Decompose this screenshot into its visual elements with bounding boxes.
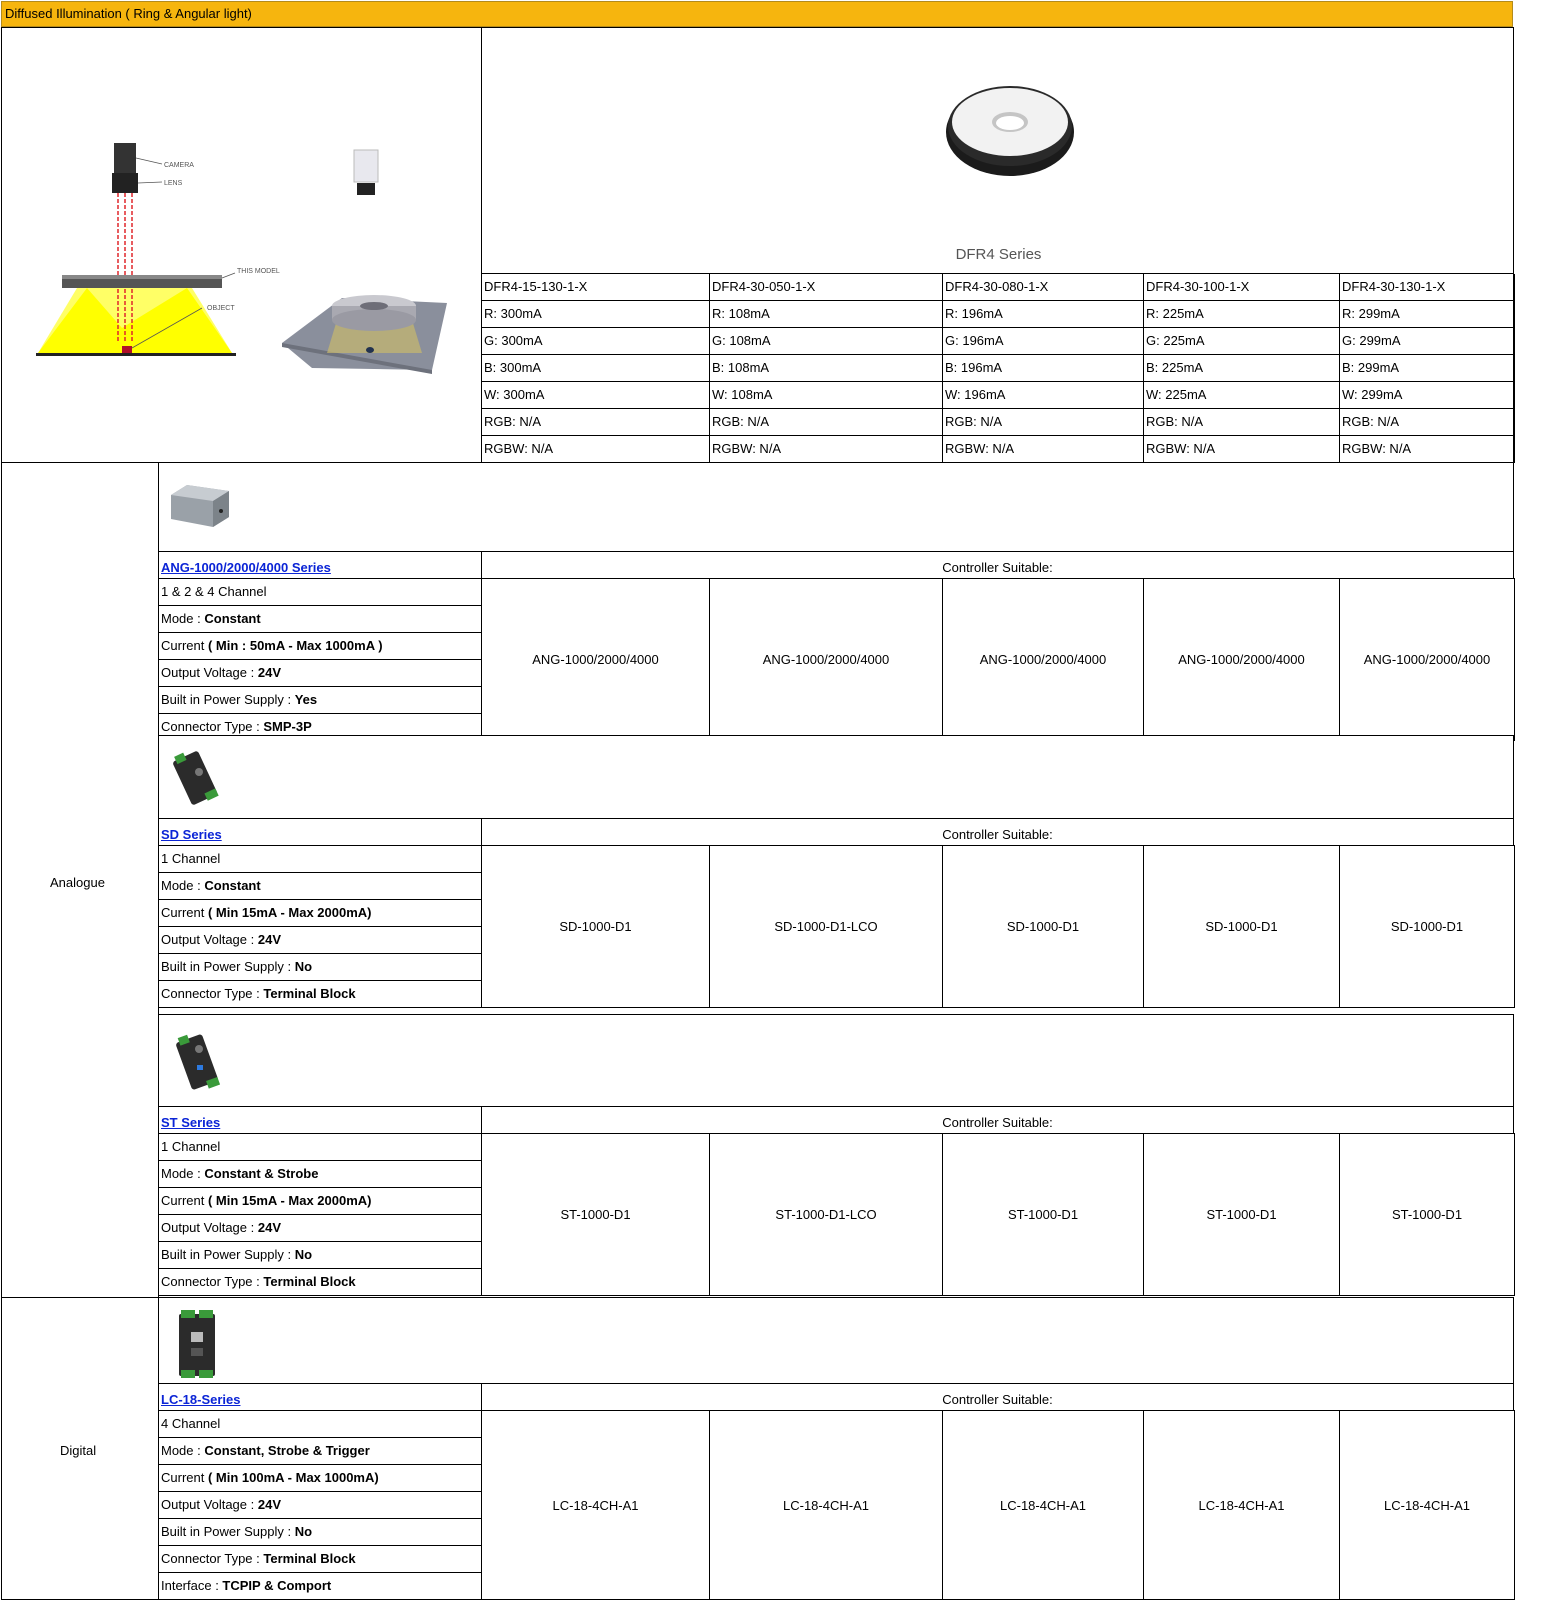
controller-spec-row [158, 926, 482, 954]
model-name-cell: DFR4-15-130-1-X [482, 274, 710, 301]
illustration-panel [1, 27, 482, 463]
category-digital [1, 1297, 159, 1600]
model-spec-cell: RGBW: N/A [1340, 436, 1515, 463]
controller-series-header [158, 551, 482, 579]
controller-spec-row [158, 953, 482, 981]
controller-spec-row [158, 1160, 482, 1188]
spec-value: Yes [294, 692, 318, 707]
spec-label: Current [161, 638, 208, 653]
model-spec-cell: RGBW: N/A [710, 436, 943, 463]
model-spec-cell: G: 299mA [1340, 328, 1515, 355]
spec-label: Mode : [161, 1166, 205, 1181]
spec-value: Constant, Strobe & Trigger [204, 1443, 370, 1458]
spec-value: SMP-3P [263, 719, 312, 734]
series-name: DFR4 Series [955, 246, 1042, 263]
controller-spec-row [158, 605, 482, 633]
controller-spec-row [158, 1545, 482, 1573]
spec-label: Mode : [161, 878, 205, 893]
controller-spec-row [158, 872, 482, 900]
spec-label: Output Voltage : [161, 1220, 258, 1235]
spec-label: Interface : [161, 1578, 223, 1593]
controller-spec-row [158, 845, 482, 873]
model-spec-cell: RGB: N/A [1144, 409, 1340, 436]
product-panel [481, 27, 1514, 463]
spec-label: Output Voltage : [161, 932, 258, 947]
spec-value: Terminal Block [263, 1551, 356, 1566]
controller-series-link[interactable]: ST Series [161, 1115, 221, 1130]
model-spec-cell: G: 196mA [943, 328, 1144, 355]
spec-label: Built in Power Supply : [161, 1247, 295, 1262]
spec-value: 24V [257, 932, 281, 947]
controller-suitable-label: Controller Suitable: [481, 1106, 1514, 1134]
controller-spec-row [158, 632, 482, 660]
this-model-label: THIS MODEL [237, 268, 280, 275]
spec-label: Built in Power Supply : [161, 1524, 295, 1539]
spec-value: 24V [257, 1497, 281, 1512]
model-spec-cell: W: 300mA [482, 382, 710, 409]
model-spec-cell: B: 300mA [482, 355, 710, 382]
spec-label: Current [161, 1470, 208, 1485]
controller-series-header [158, 1106, 482, 1134]
controller-spec-row [158, 578, 482, 606]
controller-suitable-label: Controller Suitable: [481, 818, 1514, 846]
suitable-controller-cell: LC-18-4CH-A1 [942, 1410, 1144, 1600]
suitable-controller-cell: ST-1000-D1 [1143, 1133, 1340, 1296]
controller-series-header [158, 818, 482, 846]
category-label-analogue: Analogue [50, 875, 105, 890]
model-spec-cell: B: 196mA [943, 355, 1144, 382]
model-spec-cell: G: 225mA [1144, 328, 1340, 355]
model-name-cell: DFR4-30-080-1-X [943, 274, 1144, 301]
spec-label: Current [161, 905, 208, 920]
spec-value: Constant [204, 878, 261, 893]
model-spec-cell: RGBW: N/A [1144, 436, 1340, 463]
ring-light-diagram [32, 138, 280, 398]
spec-value: No [294, 1247, 313, 1262]
spec-value: Terminal Block [263, 986, 356, 1001]
controller-suitable-label: Controller Suitable: [481, 1383, 1514, 1411]
controller-series-header [158, 1383, 482, 1411]
model-spec-cell: R: 108mA [710, 301, 943, 328]
controller-spec-row [158, 1268, 482, 1296]
model-spec-grid [482, 273, 1513, 464]
spec-label: Built in Power Supply : [161, 959, 295, 974]
model-name-cell: DFR4-30-100-1-X [1144, 274, 1340, 301]
model-spec-cell: R: 225mA [1144, 301, 1340, 328]
model-spec-cell: RGB: N/A [943, 409, 1144, 436]
spec-value: Terminal Block [263, 1274, 356, 1289]
controller-spec-row [158, 980, 482, 1008]
controller-series-link[interactable]: ANG-1000/2000/4000 Series [161, 560, 331, 575]
model-spec-cell: G: 108mA [710, 328, 943, 355]
suitable-controller-cell: ST-1000-D1 [1339, 1133, 1515, 1296]
spec-value: ( Min 100mA - Max 1000mA) [207, 1470, 379, 1485]
spec-label: Mode : [161, 611, 205, 626]
suitable-controller-cell: SD-1000-D1-LCO [709, 845, 943, 1008]
controller-spec-row [158, 899, 482, 927]
controller-image-strip [158, 1014, 1514, 1107]
suitable-controller-cell: ST-1000-D1-LCO [709, 1133, 943, 1296]
spec-label: 4 Channel [161, 1416, 221, 1431]
page-title: Diffused Illumination ( Ring & Angular light) [1, 1, 1513, 27]
model-spec-cell: W: 225mA [1144, 382, 1340, 409]
model-spec-cell: R: 299mA [1340, 301, 1515, 328]
suitable-controller-cell: SD-1000-D1 [1339, 845, 1515, 1008]
controller-image-strip [158, 735, 1514, 819]
controller-spec-row [158, 1464, 482, 1492]
spec-value: No [294, 1524, 313, 1539]
spec-label: 1 Channel [161, 851, 221, 866]
dfr4-ring-light-image [944, 76, 1084, 176]
controller-image-strip [158, 462, 1514, 552]
lens-label: LENS [164, 180, 183, 187]
spec-value: TCPIP & Comport [222, 1578, 332, 1593]
model-spec-cell: W: 196mA [943, 382, 1144, 409]
suitable-controller-cell: LC-18-4CH-A1 [481, 1410, 710, 1600]
controller-series-link[interactable]: SD Series [161, 827, 222, 842]
model-spec-cell: RGB: N/A [710, 409, 943, 436]
spec-label: Mode : [161, 1443, 205, 1458]
ring-light-3d-render [282, 128, 462, 378]
controller-spec-row [158, 1214, 482, 1242]
model-spec-cell: R: 196mA [943, 301, 1144, 328]
model-spec-cell: W: 108mA [710, 382, 943, 409]
model-name-cell: DFR4-30-050-1-X [710, 274, 943, 301]
spec-value: 24V [257, 1220, 281, 1235]
controller-spec-row [158, 659, 482, 687]
suitable-controller-cell: ST-1000-D1 [481, 1133, 710, 1296]
controller-spec-row [158, 1241, 482, 1269]
spec-value: Constant [204, 611, 261, 626]
model-spec-cell: R: 300mA [482, 301, 710, 328]
controller-spec-row [158, 1572, 482, 1600]
spec-value: Constant & Strobe [204, 1166, 319, 1181]
spec-label: Connector Type : [161, 986, 264, 1001]
controller-spec-row [158, 686, 482, 714]
spec-value: ( Min : 50mA - Max 1000mA ) [207, 638, 383, 653]
controller-suitable-label: Controller Suitable: [481, 551, 1514, 579]
spec-label: Output Voltage : [161, 1497, 258, 1512]
suitable-controller-cell: ANG-1000/2000/4000 [1339, 578, 1515, 741]
controller-spec-row [158, 1518, 482, 1546]
suitable-controller-cell: ANG-1000/2000/4000 [1143, 578, 1340, 741]
model-spec-cell: G: 300mA [482, 328, 710, 355]
model-spec-cell: B: 225mA [1144, 355, 1340, 382]
controller-series-link[interactable]: LC-18-Series [161, 1392, 241, 1407]
camera-label: CAMERA [164, 162, 194, 169]
model-spec-cell: W: 299mA [1340, 382, 1515, 409]
controller-image-strip [158, 1297, 1514, 1384]
model-spec-cell: B: 108mA [710, 355, 943, 382]
controller-spec-row [158, 1437, 482, 1465]
model-spec-cell: RGB: N/A [482, 409, 710, 436]
suitable-controller-cell: SD-1000-D1 [942, 845, 1144, 1008]
spec-value: ( Min 15mA - Max 2000mA) [207, 1193, 372, 1208]
spec-label: Built in Power Supply : [161, 692, 295, 707]
model-spec-cell: RGBW: N/A [943, 436, 1144, 463]
model-spec-cell: B: 299mA [1340, 355, 1515, 382]
model-name-cell: DFR4-30-130-1-X [1340, 274, 1515, 301]
spec-value: No [294, 959, 313, 974]
suitable-controller-cell: SD-1000-D1 [1143, 845, 1340, 1008]
model-spec-cell: RGB: N/A [1340, 409, 1515, 436]
spec-label: 1 & 2 & 4 Channel [161, 584, 267, 599]
spec-label: Connector Type : [161, 1274, 264, 1289]
suitable-controller-cell: LC-18-4CH-A1 [1339, 1410, 1515, 1600]
controller-spec-row [158, 1133, 482, 1161]
category-label-digital: Digital [60, 1443, 97, 1458]
controller-spec-row [158, 1410, 482, 1438]
spec-value: ( Min 15mA - Max 2000mA) [207, 905, 372, 920]
suitable-controller-cell: ANG-1000/2000/4000 [481, 578, 710, 741]
suitable-controller-cell: SD-1000-D1 [481, 845, 710, 1008]
suitable-controller-cell: ANG-1000/2000/4000 [942, 578, 1144, 741]
spec-value: 24V [257, 665, 281, 680]
spec-label: 1 Channel [161, 1139, 221, 1154]
object-label: OBJECT [207, 305, 235, 312]
spec-label: Connector Type : [161, 1551, 264, 1566]
controller-spec-row [158, 1491, 482, 1519]
suitable-controller-cell: ANG-1000/2000/4000 [709, 578, 943, 741]
controller-spec-row [158, 1187, 482, 1215]
category-analogue [1, 462, 159, 1298]
spec-label: Current [161, 1193, 208, 1208]
spec-label: Output Voltage : [161, 665, 258, 680]
spec-label: Connector Type : [161, 719, 264, 734]
suitable-controller-cell: LC-18-4CH-A1 [709, 1410, 943, 1600]
suitable-controller-cell: LC-18-4CH-A1 [1143, 1410, 1340, 1600]
suitable-controller-cell: ST-1000-D1 [942, 1133, 1144, 1296]
model-spec-cell: RGBW: N/A [482, 436, 710, 463]
